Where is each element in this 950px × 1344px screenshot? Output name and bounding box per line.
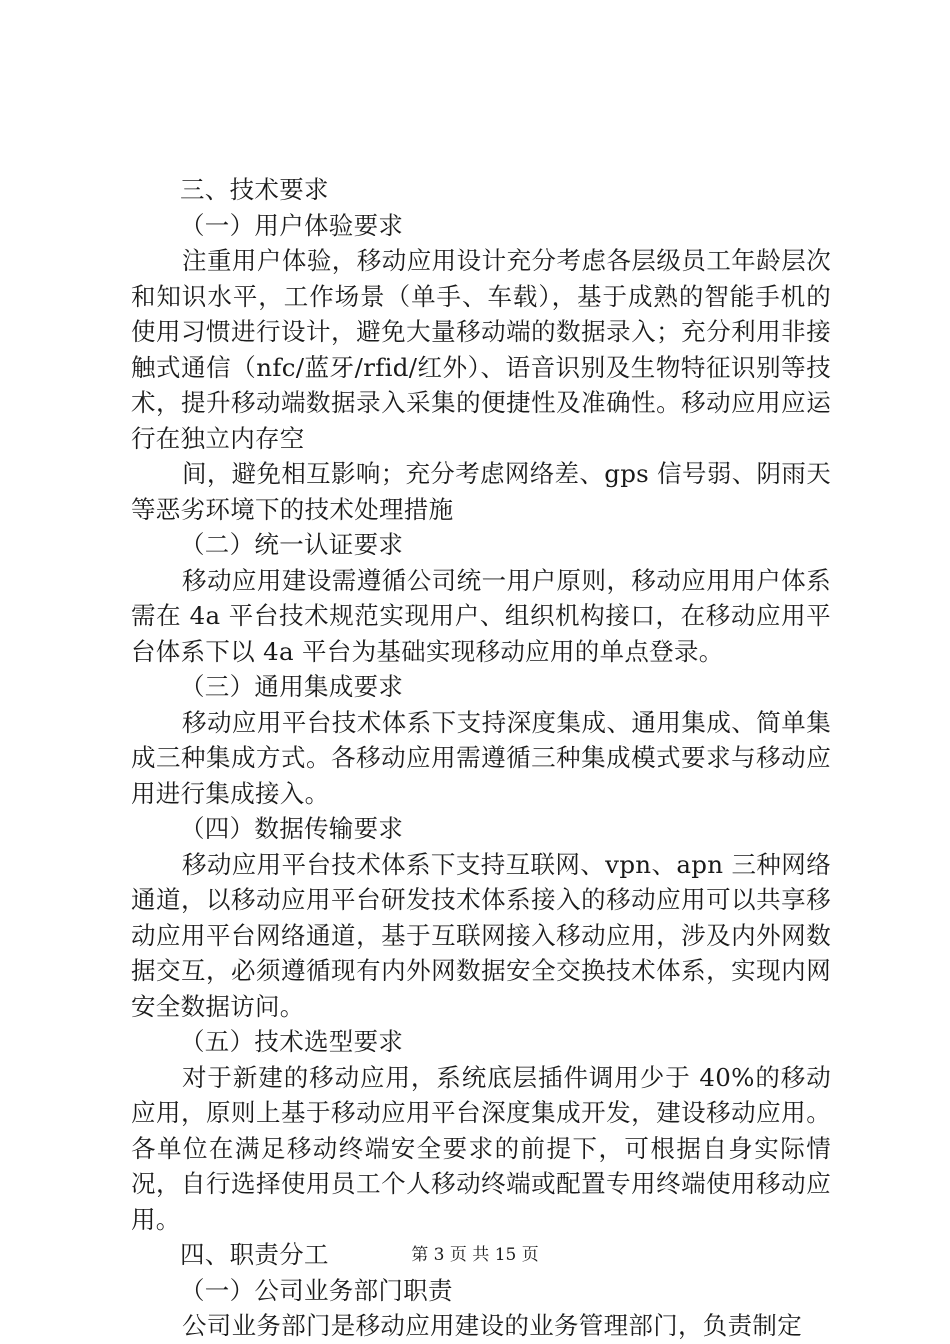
section-heading-4: 四、职责分工 xyxy=(180,1240,329,1269)
paragraph-business-dept: 公司业务部门是移动应用建设的业务管理部门，负责制定 xyxy=(182,1311,802,1340)
document-body xyxy=(131,172,831,1344)
section-heading-3: 三、技术要求 xyxy=(180,175,329,204)
paragraph-integration: 移动应用平台技术体系下支持深度集成、通用集成、简单集成三种集成方式。各移动应用需遵循三种集成模式要求与移动应用进行集成接入。 xyxy=(131,707,831,808)
subsection-heading-business-dept: （一）公司业务部门职责 xyxy=(180,1275,453,1305)
paragraph-user-experience: 注重用户体验，移动应用设计充分考虑各层级员工年龄层次和知识水平，工作场景（单手、车载），基于成熟的智能手机的使用习惯进行设计，避免大量移动端的数据录入；充分利用非接触式通信（nfc/蓝牙/rfid/红外）、语音识别及生物特征识别等技术，提升移动端数据录入采集的便捷性及准确性。移动应用应运行在独立内存空 xyxy=(131,246,831,453)
subsection-heading-data-transfer: （四）数据传输要求 xyxy=(180,814,404,843)
paragraph-user-experience-cont: 间，避免相互影响；充分考虑网络差、gps 信号弱、阴雨天等恶劣环境下的技术处理措施 xyxy=(131,459,831,524)
subsection-heading-user-experience: （一）用户体验要求 xyxy=(180,210,404,240)
paragraph-tech-selection: 对于新建的移动应用，系统底层插件调用少于 40%的移动应用，原则上基于移动应用平台深度集成开发，建设移动应用。各单位在满足移动终端安全要求的前提下，可根据自身实际情况，自行选择使用员工个人移动终端或配置专用终端使用移动应用。 xyxy=(131,1062,831,1234)
page-number-footer: 第 3 页 共 15 页 xyxy=(411,1245,539,1265)
paragraph-data-transfer: 移动应用平台技术体系下支持互联网、vpn、apn 三种网络通道，以移动应用平台研发技术体系接入的移动应用可以共享移动应用平台网络通道，基于互联网接入移动应用，涉及内外网数据交互，必须遵循现有内外网数据安全交换技术体系，实现内网安全数据访问。 xyxy=(131,849,831,1021)
subsection-heading-integration: （三）通用集成要求 xyxy=(180,672,404,701)
subsection-heading-tech-selection: （五）技术选型要求 xyxy=(180,1027,404,1056)
paragraph-unified-auth: 移动应用建设需遵循公司统一用户原则，移动应用用户体系需在 4a 平台技术规范实现用户、组织机构接口，在移动应用平台体系下以 4a 平台为基础实现移动应用的单点登录。 xyxy=(131,565,831,666)
subsection-heading-unified-auth: （二）统一认证要求 xyxy=(180,530,404,559)
